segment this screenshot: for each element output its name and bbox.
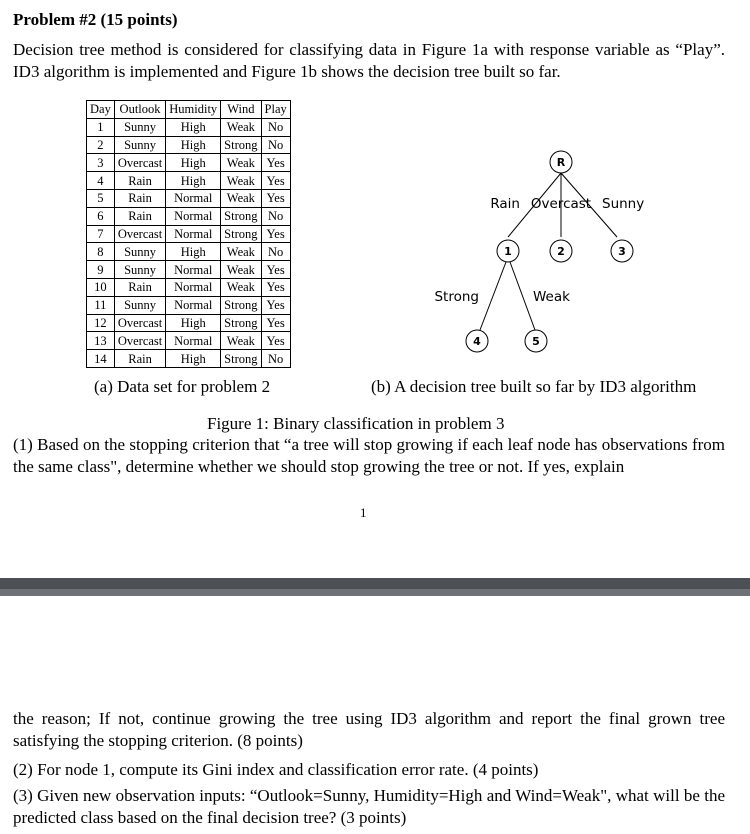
table-cell: Weak bbox=[221, 154, 261, 172]
table-cell: 13 bbox=[87, 332, 115, 350]
table-cell: 1 bbox=[87, 118, 115, 136]
table-row bbox=[87, 296, 291, 314]
table-cell: Yes bbox=[261, 278, 290, 296]
table-cell: High bbox=[166, 172, 221, 190]
table-cell: Weak bbox=[221, 172, 261, 190]
edge-label-strong: Strong bbox=[434, 289, 479, 305]
table-cell: Weak bbox=[221, 278, 261, 296]
table-cell: 11 bbox=[87, 296, 115, 314]
table-cell: Overcast bbox=[114, 154, 165, 172]
table-cell: High bbox=[166, 118, 221, 136]
table-row bbox=[87, 172, 291, 190]
table-cell: 2 bbox=[87, 136, 115, 154]
tree-node-1-label: 1 bbox=[504, 245, 512, 258]
question-1-part-1: (1) Based on the stopping criterion that “a tree will stop growing if each leaf node has observations from the same class", determine whether we should stop growing the tree or not. If yes, explain bbox=[13, 435, 725, 476]
table-cell: No bbox=[261, 207, 290, 225]
table-cell: 6 bbox=[87, 207, 115, 225]
table-row bbox=[87, 278, 291, 296]
table-row bbox=[87, 207, 291, 225]
question-1-part-2: the reason; If not, continue growing the tree using ID3 algorithm and report the final grown tree satisfying the stopping criterion. (8 points) bbox=[13, 709, 725, 750]
table-cell: Yes bbox=[261, 314, 290, 332]
table-cell: 8 bbox=[87, 243, 115, 261]
figure-caption: Figure 1: Binary classification in problem 3 bbox=[207, 414, 505, 433]
table-cell: Rain bbox=[114, 350, 165, 368]
edge-weak bbox=[510, 262, 535, 330]
table-cell: Strong bbox=[221, 350, 261, 368]
tree-node-4-label: 4 bbox=[473, 335, 481, 348]
question-2: (2) For node 1, compute its Gini index and classification error rate. (4 points) bbox=[13, 760, 539, 779]
table-cell: Overcast bbox=[114, 314, 165, 332]
table-cell: High bbox=[166, 136, 221, 154]
table-cell: Sunny bbox=[114, 296, 165, 314]
table-cell: Yes bbox=[261, 332, 290, 350]
table-cell: Weak bbox=[221, 189, 261, 207]
table-cell: Weak bbox=[221, 118, 261, 136]
table-cell: Normal bbox=[166, 261, 221, 279]
table-cell: Strong bbox=[221, 225, 261, 243]
edge-label-rain: Rain bbox=[490, 196, 520, 212]
table-cell: No bbox=[261, 350, 290, 368]
table-cell: Yes bbox=[261, 189, 290, 207]
table-header-cell: Outlook bbox=[114, 101, 165, 119]
table-cell: Rain bbox=[114, 278, 165, 296]
page-separator bbox=[0, 578, 750, 589]
edge-strong bbox=[480, 262, 506, 330]
table-cell: Strong bbox=[221, 296, 261, 314]
table-cell: 9 bbox=[87, 261, 115, 279]
table-cell: Sunny bbox=[114, 118, 165, 136]
table-cell: No bbox=[261, 243, 290, 261]
table-cell: High bbox=[166, 314, 221, 332]
table-cell: Normal bbox=[166, 189, 221, 207]
table-cell: Normal bbox=[166, 332, 221, 350]
table-cell: Sunny bbox=[114, 136, 165, 154]
table-cell: Overcast bbox=[114, 332, 165, 350]
table-cell: Strong bbox=[221, 207, 261, 225]
table-cell: Yes bbox=[261, 296, 290, 314]
edge-label-sunny: Sunny bbox=[602, 196, 645, 212]
table-row bbox=[87, 136, 291, 154]
table-cell: No bbox=[261, 118, 290, 136]
table-cell: Yes bbox=[261, 154, 290, 172]
table-row bbox=[87, 189, 291, 207]
problem-title: Problem #2 (15 points) bbox=[13, 10, 178, 29]
table-cell: 5 bbox=[87, 189, 115, 207]
tree-node-3-label: 3 bbox=[618, 245, 626, 258]
table-cell: Weak bbox=[221, 332, 261, 350]
tree-node-2-label: 2 bbox=[557, 245, 565, 258]
caption-a: (a) Data set for problem 2 bbox=[94, 377, 271, 396]
table-cell: Rain bbox=[114, 207, 165, 225]
table-cell: High bbox=[166, 243, 221, 261]
table-row bbox=[87, 314, 291, 332]
table-header-row bbox=[87, 101, 291, 119]
table-cell: Normal bbox=[166, 296, 221, 314]
table-cell: Sunny bbox=[114, 243, 165, 261]
edge-label-overcast: Overcast bbox=[530, 196, 592, 212]
table-cell: 3 bbox=[87, 154, 115, 172]
table-cell: 7 bbox=[87, 225, 115, 243]
question-3: (3) Given new observation inputs: “Outlook=Sunny, Humidity=High and Wind=Weak", what will be the predicted class based on the final decision tree? (3 points) bbox=[13, 786, 725, 827]
table-cell: Yes bbox=[261, 225, 290, 243]
table-row bbox=[87, 243, 291, 261]
data-table bbox=[86, 100, 291, 368]
table-cell: Overcast bbox=[114, 225, 165, 243]
table-cell: 4 bbox=[87, 172, 115, 190]
table-header-cell: Day bbox=[87, 101, 115, 119]
table-cell: 12 bbox=[87, 314, 115, 332]
table-cell: Sunny bbox=[114, 261, 165, 279]
table-cell: Normal bbox=[166, 207, 221, 225]
table-cell: Normal bbox=[166, 278, 221, 296]
edge-label-weak: Weak bbox=[533, 289, 570, 305]
table-cell: Yes bbox=[261, 172, 290, 190]
table-row bbox=[87, 261, 291, 279]
table-cell: Strong bbox=[221, 136, 261, 154]
page-separator-shadow bbox=[0, 589, 750, 596]
tree-node-5-label: 5 bbox=[532, 335, 540, 348]
table-cell: Weak bbox=[221, 261, 261, 279]
page-number: 1 bbox=[360, 505, 367, 520]
table-header-cell: Humidity bbox=[166, 101, 221, 119]
table-cell: High bbox=[166, 154, 221, 172]
table-cell: 10 bbox=[87, 278, 115, 296]
table-cell: High bbox=[166, 350, 221, 368]
caption-b: (b) A decision tree built so far by ID3 algorithm bbox=[371, 377, 697, 396]
table-row bbox=[87, 332, 291, 350]
table-cell: Normal bbox=[166, 225, 221, 243]
tree-node-root-label: R bbox=[556, 156, 566, 169]
table-cell: No bbox=[261, 136, 290, 154]
table-row bbox=[87, 154, 291, 172]
table-header-cell: Wind bbox=[221, 101, 261, 119]
table-row bbox=[87, 225, 291, 243]
table-cell: Yes bbox=[261, 261, 290, 279]
table-header-cell: Play bbox=[261, 101, 290, 119]
problem-intro: Decision tree method is considered for classifying data in Figure 1a with response variable as “Play”. ID3 algorithm is implemented and Figure 1b shows the decision tree built so far. bbox=[13, 40, 725, 81]
table-row bbox=[87, 118, 291, 136]
table-row bbox=[87, 350, 291, 368]
table-cell: 14 bbox=[87, 350, 115, 368]
table-cell: Strong bbox=[221, 314, 261, 332]
decision-tree bbox=[420, 145, 660, 360]
table-cell: Weak bbox=[221, 243, 261, 261]
table-cell: Rain bbox=[114, 172, 165, 190]
table-cell: Rain bbox=[114, 189, 165, 207]
